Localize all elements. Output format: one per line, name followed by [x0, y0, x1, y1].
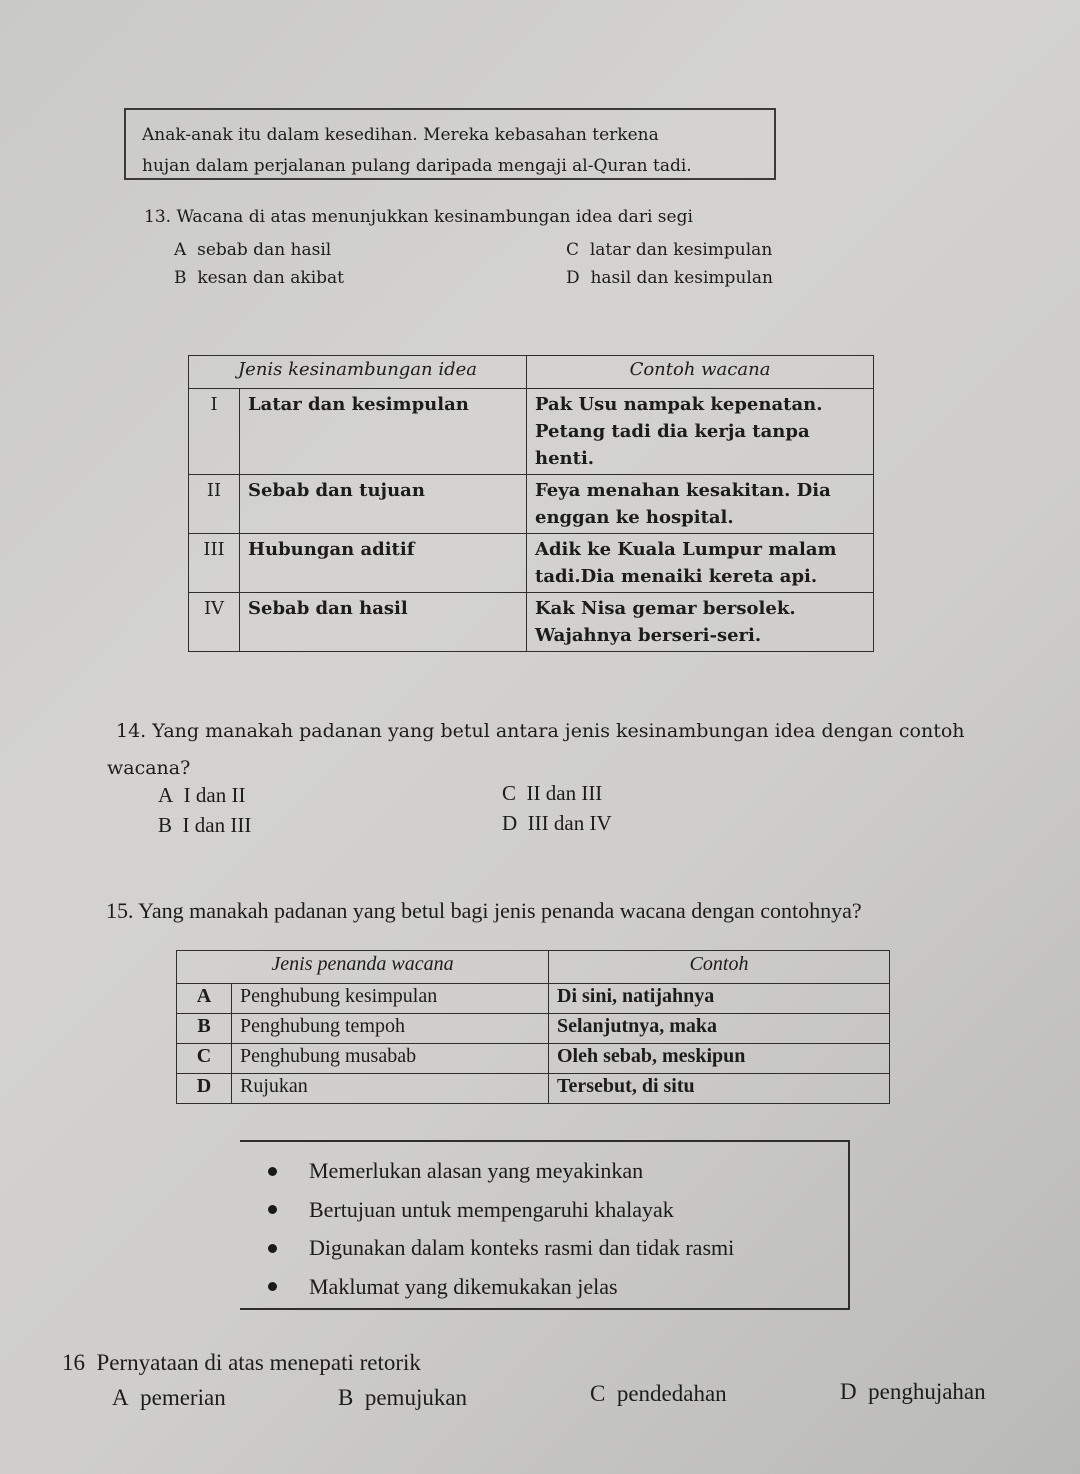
question-14-line-1: 14. Yang manakah padanan yang betul antara jenis kesinambungan idea dengan contoh [116, 720, 965, 742]
table-14-header [189, 356, 874, 389]
table-row: III Hubungan aditif Adik ke Kuala Lumpur malam tadi.Dia menaiki kereta api. [189, 534, 874, 593]
bullet-icon [268, 1244, 277, 1253]
list-item: Maklumat yang dikemukakan jelas [268, 1268, 848, 1307]
question-16-text: 16 Pernyataan di atas menepati retorik [62, 1350, 421, 1375]
q14-option-c[interactable]: C II dan III [502, 781, 603, 805]
table-row: I Latar dan kesimpulan Pak Usu nampak kepenatan. Petang tadi dia kerja tanpa henti. [189, 389, 874, 475]
passage-box-13 [124, 108, 776, 180]
q15-option-c[interactable]: C Penghubung musabab Oleh sebab, meskipun [177, 1044, 890, 1074]
table-15 [176, 950, 890, 1104]
statement-box-16 [240, 1140, 850, 1310]
q15-option-a[interactable]: A Penghubung kesimpulan Di sini, natijahnya [177, 984, 890, 1014]
q16-option-a[interactable]: A pemerian [112, 1385, 226, 1410]
q14-option-b[interactable]: B I dan III [158, 813, 252, 837]
q16-option-c[interactable]: C pendedahan [590, 1381, 727, 1406]
question-13-text: 13. Wacana di atas menunjukkan kesinambungan idea dari segi [144, 207, 693, 227]
q14-option-a[interactable]: A I dan II [158, 783, 246, 807]
table-15-header [177, 951, 890, 984]
header-jenis: Jenis kesinambungan idea [189, 356, 527, 389]
list-item: Bertujuan untuk mempengaruhi khalayak [268, 1191, 848, 1230]
table-14 [188, 355, 874, 652]
passage-line-2: hujan dalam perjalanan pulang daripada mengaji al-Quran tadi. [142, 156, 692, 176]
q13-option-d[interactable]: D hasil dan kesimpulan [566, 268, 773, 288]
table-row: II Sebab dan tujuan Feya menahan kesakitan. Dia enggan ke hospital. [189, 475, 874, 534]
question-15-text: 15. Yang manakah padanan yang betul bagi jenis penanda wacana dengan contohnya? [106, 898, 862, 923]
header-contoh: Contoh wacana [527, 356, 874, 389]
q15-option-d[interactable]: D Rujukan Tersebut, di situ [177, 1074, 890, 1104]
q13-option-b[interactable]: B kesan dan akibat [174, 268, 344, 288]
question-14-line-2: wacana? [107, 757, 191, 779]
q13-option-c[interactable]: C latar dan kesimpulan [566, 240, 773, 260]
q15-option-b[interactable]: B Penghubung tempoh Selanjutnya, maka [177, 1014, 890, 1044]
q14-option-d[interactable]: D III dan IV [502, 811, 612, 835]
bullet-icon [268, 1205, 277, 1214]
list-item: Memerlukan alasan yang meyakinkan [268, 1152, 848, 1191]
bullet-icon [268, 1167, 277, 1176]
passage-line-1: Anak-anak itu dalam kesedihan. Mereka kebasahan terkena [142, 125, 659, 145]
table-row: IV Sebab dan hasil Kak Nisa gemar bersolek. Wajahnya berseri-seri. [189, 593, 874, 652]
header-contoh-15: Contoh [549, 951, 890, 984]
list-item: Digunakan dalam konteks rasmi dan tidak rasmi [268, 1229, 848, 1268]
header-jenis-penanda: Jenis penanda wacana [177, 951, 549, 984]
q16-option-d[interactable]: D penghujahan [840, 1379, 986, 1404]
q16-option-b[interactable]: B pemujukan [338, 1385, 468, 1410]
bullet-icon [268, 1282, 277, 1291]
q13-option-a[interactable]: A sebab dan hasil [174, 240, 332, 260]
